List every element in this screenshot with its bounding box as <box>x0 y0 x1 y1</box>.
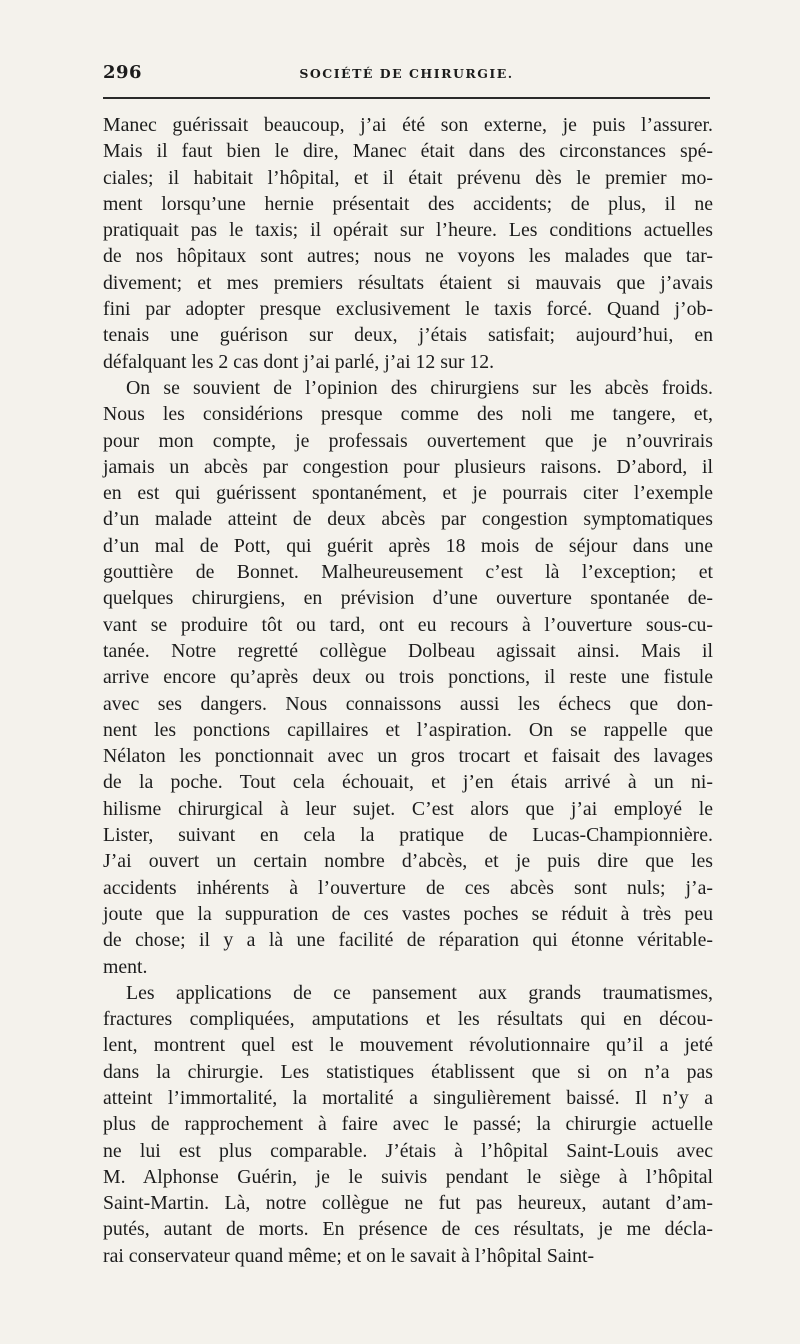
text-line: atteint l’immortalité, la mortalité a singulièrement baissé. Il n’y a <box>103 1086 713 1109</box>
text-line: pratiquait pas le taxis; il opérait sur l’heure. Les conditions actuelles <box>103 219 713 242</box>
text-line: accidents inhérents à l’ouverture de ces abcès sont nuls; j’a- <box>103 876 713 899</box>
text-line: vant se produire tôt ou tard, ont eu recours à l’ouverture sous-cu- <box>103 613 713 636</box>
text-line: fini par adopter presque exclusivement le taxis forcé. Quand j’ob- <box>103 298 713 321</box>
text-line: pour mon compte, je professais ouvertement que je n’ouvrirais <box>103 429 713 452</box>
text-line: arrive encore qu’après deux ou trois ponctions, il reste une fistule <box>103 666 713 689</box>
paragraph <box>103 375 713 980</box>
text-line: nent les ponctions capillaires et l’aspiration. On se rappelle que <box>103 718 713 741</box>
text-line: Les applications de ce pansement aux grands traumatismes, <box>126 981 713 1004</box>
text-line: fractures compliquées, amputations et les résultats qui en décou- <box>103 1008 713 1031</box>
text-line: rai conservateur quand même; et on le savait à l’hôpital Saint- <box>103 1244 595 1267</box>
text-line: avec ses dangers. Nous connaissons aussi les échecs que don- <box>103 692 713 715</box>
text-line: de chose; il y a là une facilité de réparation qui étonne véritable- <box>103 929 713 952</box>
text-line: hilisme chirurgical à leur sujet. C’est alors que j’ai employé le <box>103 797 713 820</box>
page-number: 296 <box>103 62 143 83</box>
text-line: lent, montrent quel est le mouvement révolutionnaire qu’il a jeté <box>103 1034 713 1057</box>
text-line: jamais un abcès par congestion pour plusieurs raisons. D’abord, il <box>103 455 713 478</box>
text-line: joute que la suppuration de ces vastes poches se réduit à très peu <box>103 902 713 925</box>
text-line: d’un malade atteint de deux abcès par congestion symptomatiques <box>103 508 713 531</box>
text-line: ne lui est plus comparable. J’étais à l’hôpital Saint-Louis avec <box>103 1139 713 1162</box>
running-title: SOCIÉTÉ DE CHIRURGIE. <box>299 66 514 81</box>
text-line: Manec guérissait beaucoup, j’ai été son externe, je puis l’assurer. <box>103 114 713 136</box>
text-line: On se souvient de l’opinion des chirurgiens sur les abcès froids. <box>126 376 713 399</box>
text-line: plus de rapprochement à faire avec le passé; la chirurgie actuelle <box>103 1113 713 1136</box>
text-line: Mais il faut bien le dire, Manec était dans des circonstances spé- <box>103 140 713 163</box>
header-rule <box>103 97 710 99</box>
text-line: de la poche. Tout cela échouait, et j’en étais arrivé à un ni- <box>103 771 713 794</box>
text-line: gouttière de Bonnet. Malheureusement c’est là l’exception; et <box>103 561 713 584</box>
page-header <box>103 62 710 86</box>
text-line: quelques chirurgiens, en prévision d’une ouverture spontanée de- <box>103 587 713 610</box>
text-line: de nos hôpitaux sont autres; nous ne voyons les malades que tar- <box>103 245 713 268</box>
text-line: dans la chirurgie. Les statistiques établissent que si on n’a pas <box>103 1060 713 1083</box>
text-line: divement; et mes premiers résultats étaient si mauvais que j’avais <box>103 271 713 294</box>
paragraph <box>103 112 713 375</box>
text-line: Saint-Martin. Là, notre collègue ne fut pas heureux, autant d’am- <box>103 1192 713 1215</box>
text-line: tanée. Notre regretté collègue Dolbeau agissait ainsi. Mais il <box>103 639 713 662</box>
text-line: d’un mal de Pott, qui guérit après 18 mois de séjour dans une <box>103 534 713 557</box>
text-line: M. Alphonse Guérin, je le suivis pendant le siège à l’hôpital <box>103 1165 713 1188</box>
text-line: en est qui guérissent spontanément, et je pourrais citer l’exemple <box>103 482 713 505</box>
text-line: ment. <box>103 955 148 978</box>
paragraph <box>103 980 713 1269</box>
text-line: Lister, suivant en cela la pratique de Lucas-Championnière. <box>103 824 713 847</box>
text-line: putés, autant de morts. En présence de ces résultats, je me décla- <box>103 1218 713 1241</box>
text-line: Nélaton les ponctionnait avec un gros trocart et faisait des lavages <box>103 745 713 768</box>
text-line: J’ai ouvert un certain nombre d’abcès, et je puis dire que les <box>103 850 713 873</box>
text-line: défalquant les 2 cas dont j’ai parlé, j’ai 12 sur 12. <box>103 350 495 373</box>
body-text <box>103 112 713 1269</box>
text-line: ciales; il habitait l’hôpital, et il était prévenu dès le premier mo- <box>103 166 713 189</box>
text-line: Nous les considérions presque comme des noli me tangere, et, <box>103 403 713 426</box>
text-line: ment lorsqu’une hernie présentait des accidents; de plus, il ne <box>103 192 713 215</box>
text-line: tenais une guérison sur deux, j’étais satisfait; aujourd’hui, en <box>103 324 713 347</box>
